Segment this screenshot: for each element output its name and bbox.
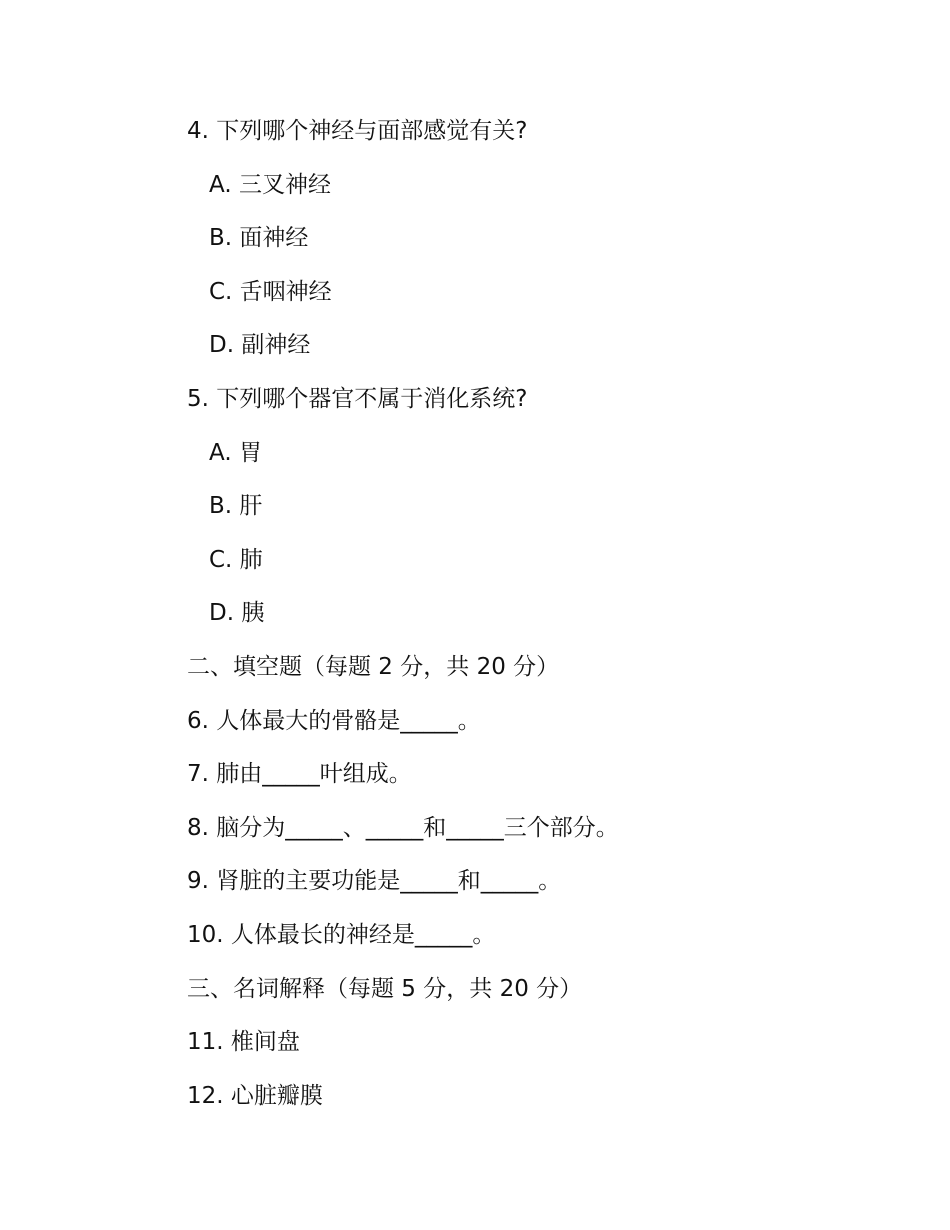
- question-8: 8. 脑分为_____、_____和_____三个部分。: [187, 814, 619, 841]
- question-10: 10. 人体最长的神经是_____。: [187, 921, 496, 948]
- section-heading-term-definition: 三、名词解释（每题 5 分，共 20 分）: [187, 975, 583, 1002]
- question-11: 11. 椎间盘: [187, 1029, 300, 1056]
- question-4-option-c: C. 舌咽神经: [209, 278, 332, 305]
- question-4-option-b: B. 面神经: [209, 225, 309, 252]
- question-6: 6. 人体最大的骨骼是_____。: [187, 707, 481, 734]
- question-7: 7. 肺由_____叶组成。: [187, 761, 412, 788]
- question-5-option-b: B. 肝: [209, 493, 263, 520]
- question-5: 5. 下列哪个器官不属于消化系统?: [187, 385, 528, 412]
- question-5-option-d: D. 胰: [209, 600, 265, 627]
- question-4: 4. 下列哪个神经与面部感觉有关?: [187, 118, 528, 144]
- question-5-option-c: C. 肺: [209, 546, 263, 573]
- section-heading-fill-in-blank: 二、填空题（每题 2 分，共 20 分）: [187, 653, 560, 680]
- question-9: 9. 肾脏的主要功能是_____和_____。: [187, 868, 562, 895]
- exam-content: [187, 108, 887, 1126]
- question-12: 12. 心脏瓣膜: [187, 1082, 323, 1109]
- question-4-option-d: D. 副神经: [209, 332, 311, 359]
- question-5-option-a: A. 胃: [209, 439, 262, 466]
- question-4-option-a: A. 三叉神经: [209, 171, 331, 198]
